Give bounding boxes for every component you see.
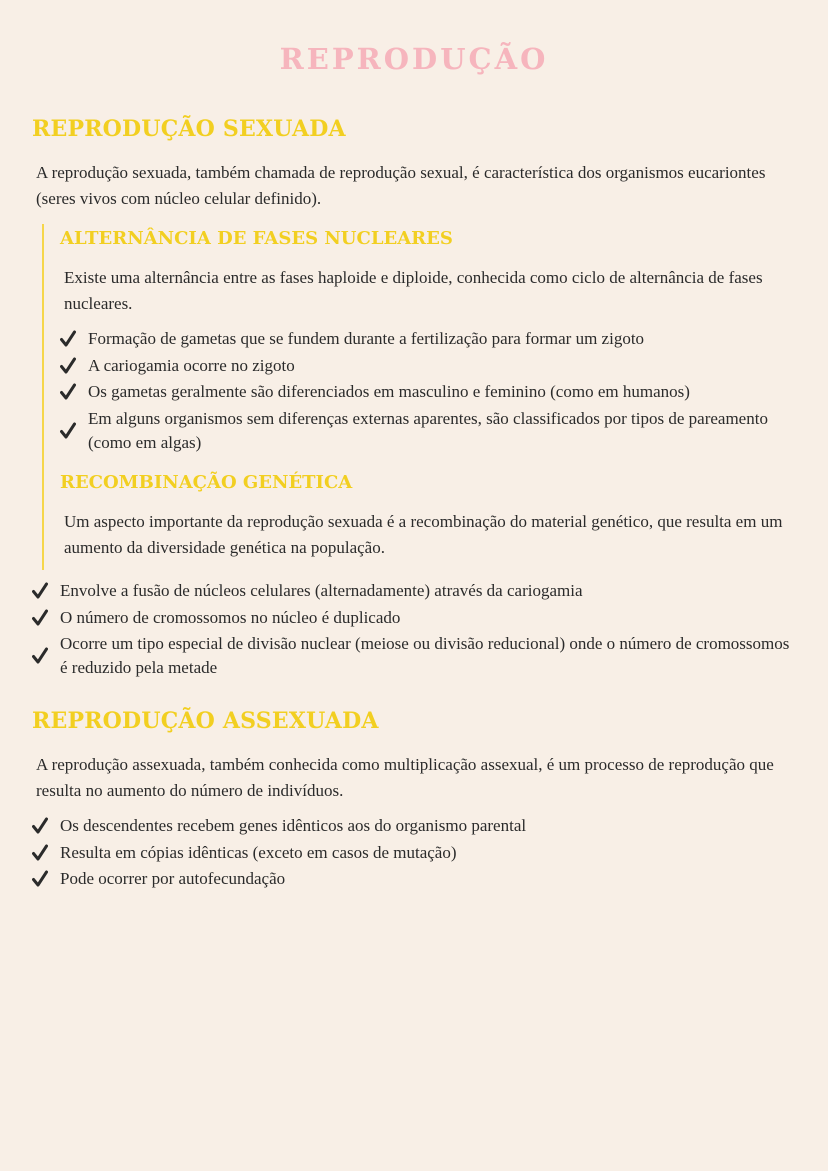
list-item — [32, 579, 797, 603]
recombinacao-paragraph: Um aspecto importante da reprodução sexuada é a recombinação do material genético, que resulta em um aumento da diversidade genética na população. — [64, 512, 783, 557]
list-item-text: Os gametas geralmente são diferenciados em masculino e feminino (como em humanos) — [88, 382, 690, 401]
check-icon — [32, 844, 48, 862]
list-item-text: Em alguns organismos sem diferenças externas aparentes, são classificados por tipos de pareamento (como em algas) — [88, 408, 768, 452]
check-icon — [32, 609, 48, 627]
list-item-text: Pode ocorrer por autofecundação — [60, 869, 286, 888]
list-item-text: O número de cromossomos no núcleo é duplicado — [60, 607, 401, 627]
check-icon — [60, 357, 76, 375]
list-item-text: A cariogamia ocorre no zigoto — [88, 355, 295, 375]
list-item — [32, 632, 797, 680]
section-heading-asexual: REPRODUÇÃO ASSEXUADA — [32, 708, 379, 734]
list-item — [60, 327, 795, 351]
list-item — [32, 867, 797, 891]
check-icon — [60, 422, 76, 440]
check-icon — [32, 870, 48, 888]
asexual-check-list — [32, 814, 797, 894]
list-item — [60, 380, 795, 404]
list-item — [32, 841, 797, 865]
list-item — [60, 407, 795, 455]
list-item — [32, 606, 797, 630]
subsection-accent-bar — [42, 224, 44, 570]
page-title: REPRODUÇÃO — [279, 42, 549, 76]
check-icon — [32, 647, 48, 665]
alternancia-paragraph: Existe uma alternância entre as fases haploide e diploide, conhecida como ciclo de alternância de fases nucleares. — [64, 268, 763, 313]
list-item-text: Os descendentes recebem genes idênticos aos do organismo parental — [60, 816, 527, 835]
check-icon — [60, 383, 76, 401]
list-item-text: Envolve a fusão de núcleos celulares (alternadamente) através da cariogamia — [60, 581, 583, 600]
list-item-text: Ocorre um tipo especial de divisão nuclear (meiose ou divisão reducional) onde o número de cromossomos é reduzido pela metade — [60, 634, 790, 677]
list-item — [60, 354, 795, 378]
check-icon — [32, 582, 48, 600]
sexual-check-list — [32, 579, 797, 683]
subsection-heading-recombinacao: RECOMBINAÇÃO GENÉTICA — [60, 472, 353, 493]
sexual-intro-paragraph: A reprodução sexuada, também chamada de reprodução sexual, é característica dos organismos eucariontes (seres vivos com núcleo celular definido). — [36, 163, 766, 208]
list-item — [32, 814, 797, 838]
list-item-text: Formação de gametas que se fundem durante a fertilização para formar um zigoto — [88, 329, 645, 348]
section-heading-sexual: REPRODUÇÃO SEXUADA — [32, 116, 346, 142]
list-item-text: Resulta em cópias idênticas (exceto em casos de mutação) — [60, 842, 457, 862]
subsection-heading-alternancia: ALTERNÂNCIA DE FASES NUCLEARES — [60, 228, 453, 249]
check-icon — [60, 330, 76, 348]
alternancia-check-list — [60, 327, 795, 457]
check-icon — [32, 817, 48, 835]
asexual-intro-paragraph: A reprodução assexuada, também conhecida como multiplicação assexual, é um processo de reprodução que resulta no aumento do número de indivíduos. — [36, 755, 774, 800]
